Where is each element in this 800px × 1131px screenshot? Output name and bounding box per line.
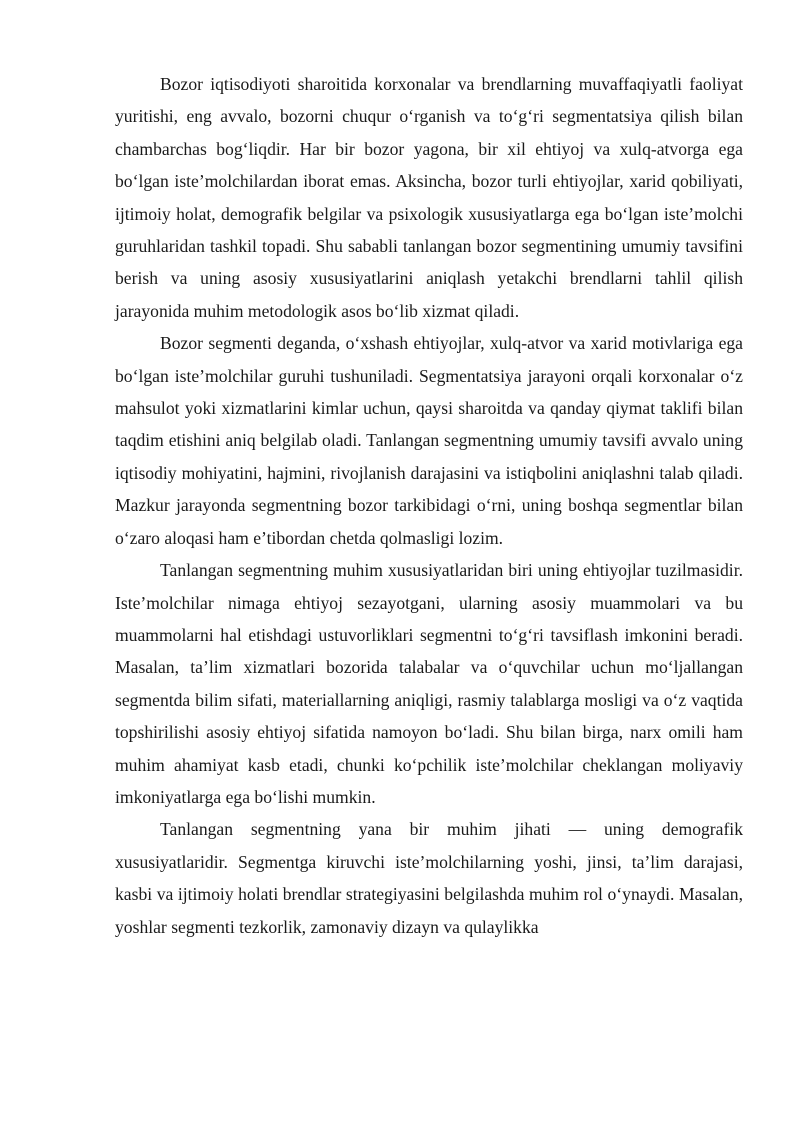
paragraph-2: Bozor segmenti deganda, o‘xshash ehtiyojlar, xulq-atvor va xarid motivlariga ega bo‘lgan iste’molchilar guruhi tushuniladi. Segmentatsiya jarayoni orqali korxonalar o‘z mahsulot yoki xizmatlarini kimlar uchun, qaysi sharoitda va qanday qiymat taklifi bilan taqdim etishini aniq belgilab oladi. Tanlangan segmentning umumiy tavsifi avvalo uning iqtisodiy mohiyatini, hajmini, rivojlanish darajasini va istiqbolini aniqlashni talab qiladi. Mazkur jarayonda segmentning bozor tarkibidagi o‘rni, uning boshqa segmentlar bilan o‘zaro aloqasi ham e’tibordan chetda qolmasligi lozim.	[115, 333, 743, 548]
document-body	[115, 68, 743, 943]
paragraph-3: Tanlangan segmentning muhim xususiyatlaridan biri uning ehtiyojlar tuzilmasidir. Iste’molchilar nimaga ehtiyoj sezayotgani, ularning asosiy muammolari va bu muammolarni hal etishdagi ustuvorliklari segmentni to‘g‘ri tavsiflash imkonini beradi. Masalan, ta’lim xizmatlari bozorida talabalar va o‘quvchilar uchun mo‘ljallangan segmentda bilim sifati, materiallarning aniqligi, rasmiy talablarga mosligi va o‘z vaqtida topshirilishi asosiy ehtiyoj sifatida namoyon bo‘ladi. Shu bilan birga, narx omili ham muhim ahamiyat kasb etadi, chunki ko‘pchilik iste’molchilar cheklangan moliyaviy imkoniyatlarga ega bo‘lishi mumkin.	[115, 560, 743, 807]
paragraph-4: Tanlangan segmentning yana bir muhim jihati — uning demografik xususiyatlaridir. Segmentga kiruvchi iste’molchilarning yoshi, jinsi, ta’lim darajasi, kasbi va ijtimoiy holati brendlar strategiyasini belgilashda muhim rol o‘ynaydi. Masalan, yoshlar segmenti tezkorlik, zamonaviy dizayn va qulaylikka	[115, 819, 743, 937]
paragraph-1: Bozor iqtisodiyoti sharoitida korxonalar va brendlarning muvaffaqiyatli faoliyat yuritishi, eng avvalo, bozorni chuqur o‘rganish va to‘g‘ri segmentatsiya qilish bilan chambarchas bog‘liqdir. Har bir bozor yagona, bir xil ehtiyoj va xulq-atvorga ega bo‘lgan iste’molchilardan iborat emas. Aksincha, bozor turli ehtiyojlar, xarid qobiliyati, ijtimoiy holat, demografik belgilar va psixologik xususiyatlarga ega bo‘lgan iste’molchi guruhlaridan tashkil topadi. Shu sababli tanlangan bozor segmentining umumiy tavsifini berish va uning asosiy xususiyatlarini aniqlash yetakchi brendlarni tahlil qilish jarayonida muhim metodologik asos bo‘lib xizmat qiladi.	[115, 74, 743, 321]
